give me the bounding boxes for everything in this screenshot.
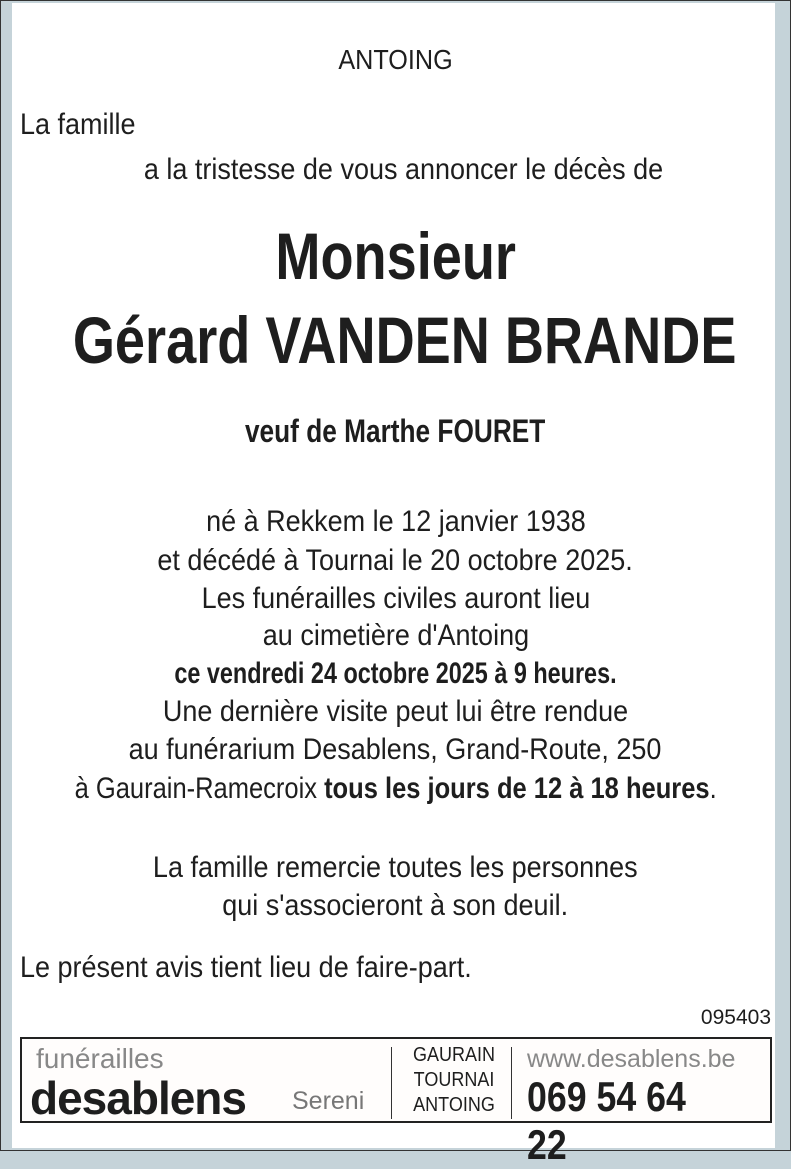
visit-line-2: au funérarium Desablens, Grand-Route, 250 bbox=[129, 733, 662, 766]
closing-line: Le présent avis tient lieu de faire-part. bbox=[20, 951, 472, 984]
funeral-home-ad bbox=[20, 1037, 772, 1168]
ad-towns bbox=[405, 1043, 502, 1118]
intro-family: La famille bbox=[20, 108, 136, 141]
funeral-line-1: Les funérailles civiles auront lieu bbox=[201, 582, 590, 615]
deceased-title: Monsieur bbox=[275, 219, 516, 293]
visit-place: à Gaurain-Ramecroix bbox=[74, 772, 324, 805]
ad-town: GAURAIN bbox=[412, 1044, 496, 1066]
ad-website: www.desablens.be bbox=[527, 1045, 736, 1073]
reference-number: 095403 bbox=[700, 1006, 771, 1029]
deceased-spouse: veuf de Marthe FOURET bbox=[245, 413, 546, 449]
thanks-line-1: La famille remercie toutes les personnes bbox=[153, 851, 638, 884]
ad-brand-logo: desablens bbox=[30, 1072, 246, 1124]
intro-announcement: a la tristesse de vous annoncer le décès de bbox=[143, 153, 664, 186]
ad-phone: 069 54 64 22 bbox=[527, 1073, 686, 1168]
ad-brand-sub: Sereni bbox=[292, 1087, 365, 1115]
ad-divider bbox=[391, 1047, 392, 1119]
town-heading: ANTOING bbox=[338, 44, 453, 75]
deceased-name: Gérard VANDEN BRANDE bbox=[72, 303, 737, 377]
ad-town: ANTOING bbox=[413, 1094, 495, 1116]
thanks-line-2: qui s'associeront à son deuil. bbox=[222, 889, 569, 922]
funeral-line-2: au cimetière d'Antoing bbox=[262, 619, 529, 652]
ad-divider bbox=[511, 1047, 512, 1119]
visit-period: . bbox=[709, 772, 717, 805]
birth-line: né à Rekkem le 12 janvier 1938 bbox=[205, 505, 586, 538]
death-line: et décédé à Tournai le 20 octobre 2025. bbox=[157, 544, 634, 577]
visit-line-3 bbox=[0, 771, 791, 807]
visit-line-1: Une dernière visite peut lui être rendue bbox=[162, 695, 629, 728]
ad-brand-top: funérailles bbox=[36, 1043, 164, 1074]
funeral-datetime: ce vendredi 24 octobre 2025 à 9 heures. bbox=[174, 657, 617, 690]
ad-town: TOURNAI bbox=[413, 1069, 495, 1091]
visit-hours: tous les jours de 12 à 18 heures bbox=[323, 772, 710, 805]
